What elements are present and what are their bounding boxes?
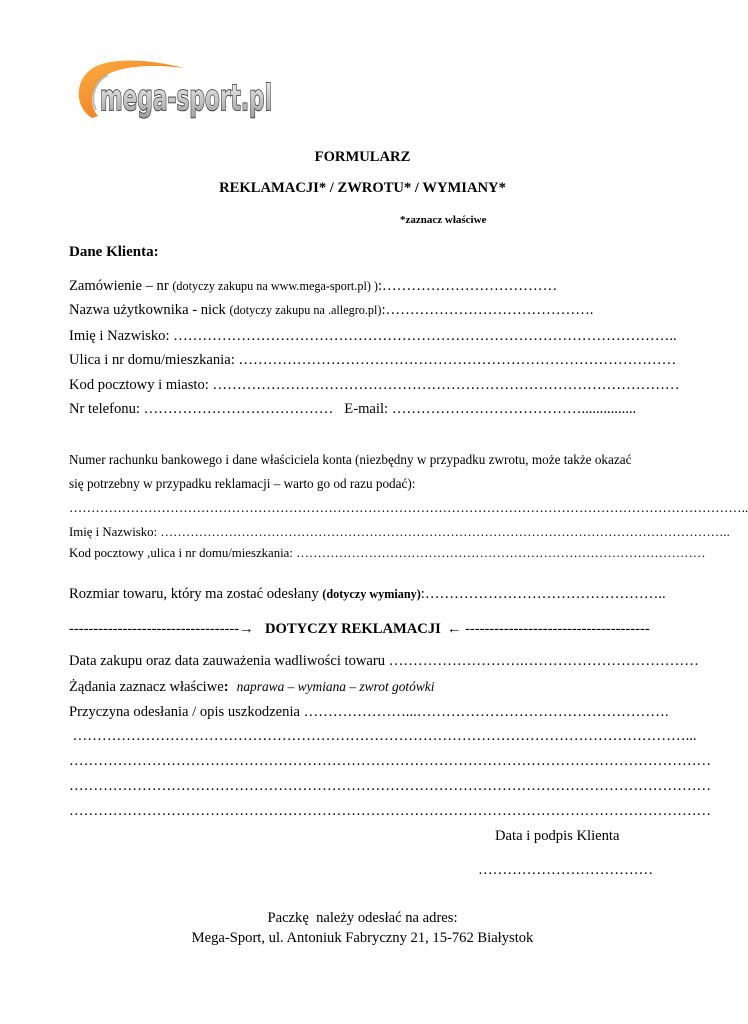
nick-line [69,301,593,319]
request-line [69,678,434,696]
account-address-fill: …………………………………………………………………………………… [296,546,706,560]
customer-heading: Dane Klienta: [69,244,159,260]
name-line [69,327,677,345]
reason-line [69,703,669,721]
exchange-size-line [69,585,666,603]
nick-label: Nazwa użytkownika - nick [69,302,230,318]
signature-line: ……………………………… [478,862,654,878]
request-label: Żądania zaznacz właściwe [69,679,224,695]
email-label: E-mail: [344,401,392,417]
nick-hint: (dotyczy zakupu na .allegro.pl) [229,303,382,317]
bank-account-fill: ……………………………………………………………………………………………………………………………………….. [69,500,748,515]
city-fill: …………………………………………………………………………………… [212,377,680,393]
reason-label: Przyczyna odesłania / opis uszkodzenia [69,704,304,720]
request-options: naprawa – wymiana – zwrot gotówki [236,679,435,694]
account-holder-fill: …………………………………………………………………………………………………………………….. [160,525,730,539]
form-subtitle: REKLAMACJI* / ZWROTU* / WYMIANY* [219,180,506,196]
order-number-hint: (dotyczy zakupu na www.mega-sport.pl) ) [172,279,378,293]
reason-fill-line: …………………………………………………………………………………………………………………… [69,753,712,769]
separator-dashes-right: -------------------------------------- [465,621,650,637]
order-number-fill: :……………………………… [378,278,558,294]
reason-fill: …………………...……………………………………………. [303,704,669,720]
city-line [69,376,680,394]
signature-label: Data i podpis Klienta [495,828,620,844]
bank-note-line-2: się potrzebny w przypadku reklamacji – warto go od razu podać): [69,476,416,491]
arrow-left-icon: ← [447,621,462,637]
order-number-line [69,277,557,295]
purchase-date-line [69,652,699,670]
footer-return-address: Mega-Sport, ul. Antoniuk Fabryczny 21, 15-762 Białystok [191,930,534,946]
footer-return-note: Paczkę należy odesłać na adres: [267,910,458,926]
name-label: Imię i Nazwisko: [69,328,174,344]
purchase-date-label: Data zakupu oraz data zauważenia wadliwości towaru [69,653,389,669]
street-line [69,351,677,369]
reason-fill-line: …………………………………………………………………………………………………………………… [69,803,712,819]
phone-label: Nr telefonu: [69,401,144,417]
nick-fill: :……………………………………. [381,302,594,318]
logo [72,58,277,124]
order-number-label: Zamówienie – nr [69,278,173,294]
complaint-section-title: DOTYCZY REKLAMACJI [265,621,441,637]
account-address-label: Kod pocztowy ,ulica i nr domu/mieszkania: [69,546,297,560]
account-holder-label: Imię i Nazwisko: [69,525,161,539]
exchange-size-hint: (dotyczy wymiany) [322,587,421,601]
purchase-date-fill: ……………………….……………………………… [388,653,699,669]
exchange-size-fill: :………………………………………….. [420,586,666,602]
account-address-line [69,544,706,562]
request-colon: : [223,679,229,695]
name-fill: ………………………………………………………………………………………….. [173,328,677,344]
separator-dashes-left: ----------------------------------- [69,621,240,637]
phone-email-line [69,400,636,418]
complaint-separator [0,620,725,638]
form-title: FORMULARZ [314,149,411,165]
choose-note: *zaznacz właściwe [400,214,487,226]
street-label: Ulica i nr domu/mieszkania: [69,352,239,368]
phone-fill: ………………………………… [143,401,334,417]
bank-note-line-1: Numer rachunku bankowego i dane właściciela konta (niezbędny w przypadku zwrotu, może także okazać [69,452,632,467]
street-fill: ……………………………………………………………………………… [238,352,677,368]
reason-fill-line: …………………………………………………………………………………………………………………… [69,778,712,794]
city-label: Kod pocztowy i miasto: [69,377,213,393]
reason-fill-line: ………………………………………………………………………………………………………………... [69,728,697,744]
account-holder-line [69,523,730,541]
arrow-right-icon: → [239,621,254,637]
logo-wordmark: mega-sport.pl [100,78,272,119]
exchange-size-label: Rozmiar towaru, który ma zostać odesłany [69,586,323,602]
email-fill: …………………………………............... [391,401,637,417]
